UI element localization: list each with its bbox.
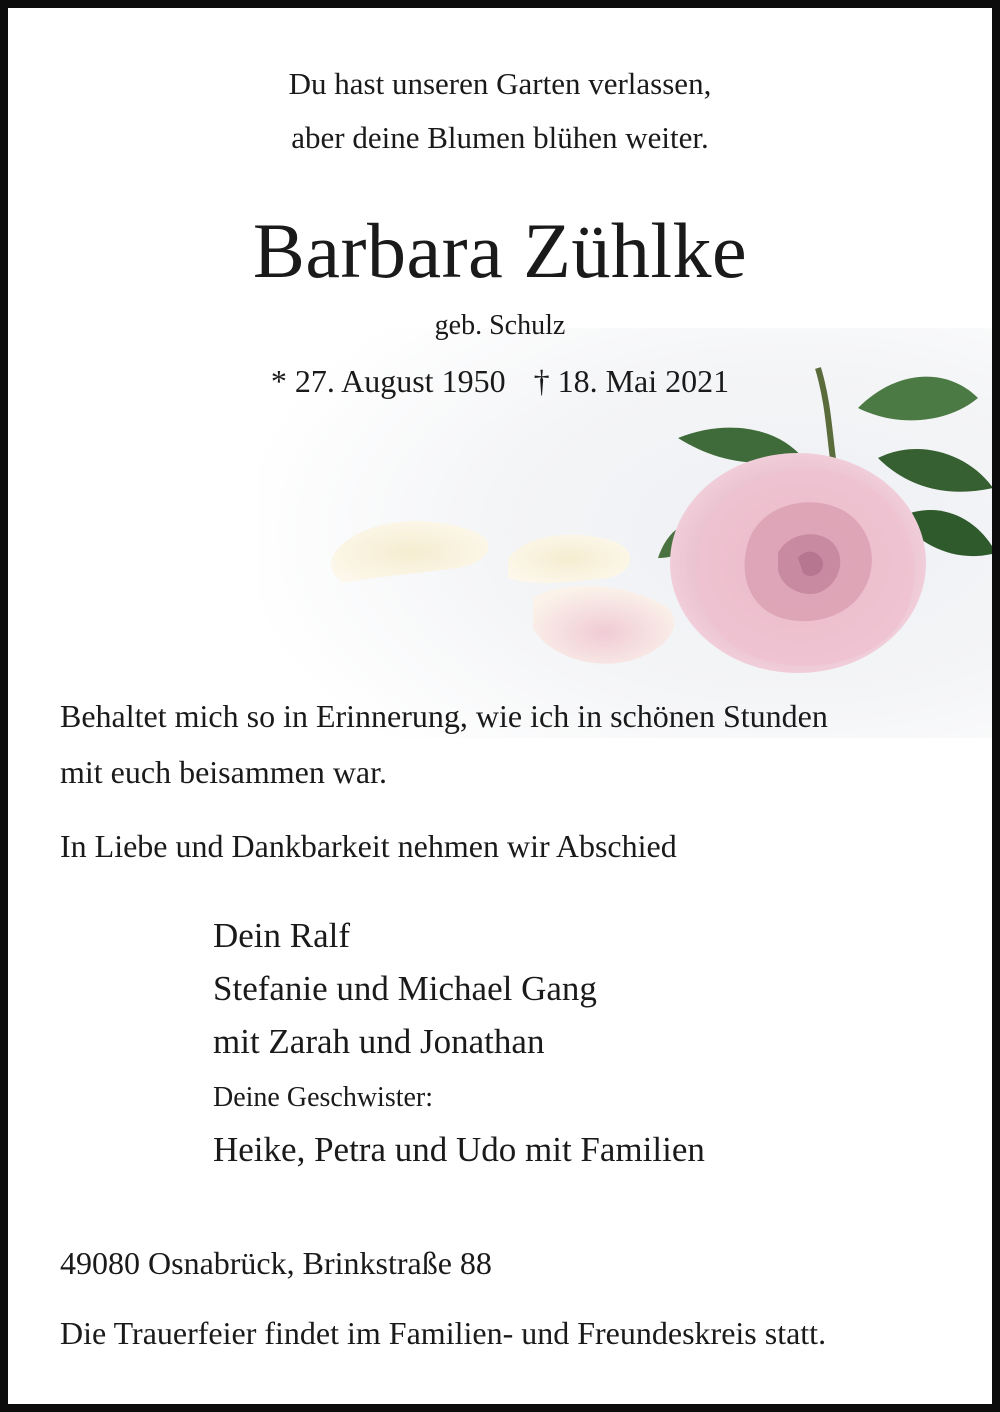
siblings-line: Heike, Petra und Udo mit Familien: [213, 1130, 705, 1169]
siblings-label: Deine Geschwister:: [213, 1082, 434, 1113]
deceased-name: Barbara Zühlke: [252, 207, 748, 294]
mourner-line-3: mit Zarah und Jonathan: [213, 1022, 545, 1061]
quote-line-1: Behaltet mich so in Erinnerung, wie ich in schönen Stunden: [60, 698, 828, 734]
life-dates: [8, 363, 992, 400]
farewell-line: In Liebe und Dankbarkeit nehmen wir Abschied: [60, 828, 677, 864]
birth-date: * 27. August 1950: [270, 363, 506, 399]
mourner-line-1: Dein Ralf: [213, 916, 351, 955]
death-date: † 18. Mai 2021: [533, 363, 730, 399]
service-note: Die Trauerfeier findet im Familien- und Freundeskreis statt.: [60, 1315, 827, 1351]
verse-line-2: aber deine Blumen blühen weiter.: [291, 120, 709, 155]
address-line: 49080 Osnabrück, Brinkstraße 88: [60, 1245, 492, 1281]
quote-line-2: mit euch beisammen war.: [60, 754, 388, 790]
verse-line-1: Du hast unseren Garten verlassen,: [288, 66, 712, 101]
mourner-line-2: Stefanie und Michael Gang: [213, 969, 597, 1008]
maiden-name: geb. Schulz: [434, 310, 566, 341]
